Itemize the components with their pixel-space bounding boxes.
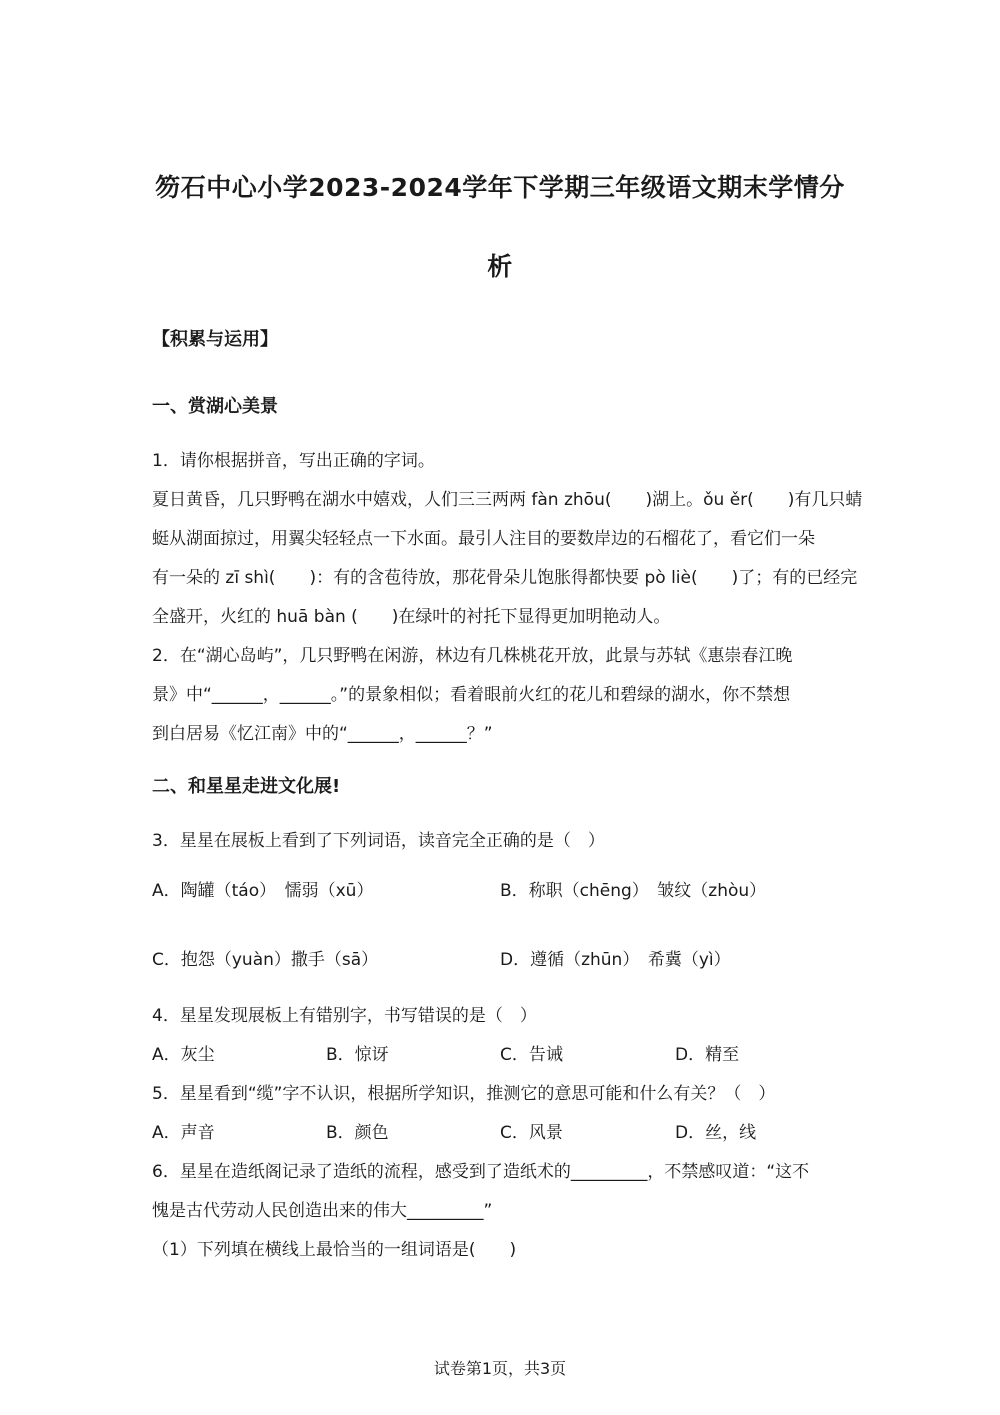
q3-option-c[interactable]: C．抱怨（yuàn）撒手（sā） — [152, 950, 379, 970]
q4-option-b[interactable]: B．惊讶 — [326, 1045, 389, 1065]
q3-option-a[interactable]: A．陶罐（táo） 懦弱（xū） — [152, 881, 374, 901]
q1-text-line: 夏日黄昏，几只野鸭在湖水中嬉戏，人们三三两两 fàn zhōu( )湖上。ǒu ěr( )有几只蜻 — [152, 490, 863, 510]
page-footer: 试卷第1页，共3页 — [433, 1359, 567, 1378]
q5-prompt: 5．星星看到“缆”字不认识，根据所学知识，推测它的意思可能和什么有关？（ ） — [152, 1084, 776, 1104]
section-label: 【积累与运用】 — [152, 329, 278, 350]
q5-option-b[interactable]: B．颜色 — [326, 1123, 389, 1143]
q4-option-d[interactable]: D．精至 — [675, 1045, 740, 1065]
q3-option-b[interactable]: B．称职（chēng） 皱纹（zhòu） — [500, 881, 767, 901]
q5-option-a[interactable]: A．声音 — [152, 1123, 215, 1143]
q4-prompt: 4．星星发现展板上有错别字，书写错误的是（ ） — [152, 1006, 537, 1026]
q4-option-c[interactable]: C．告诫 — [500, 1045, 563, 1065]
q2-text-line: 到白居易《忆江南》中的“______，______？” — [152, 724, 493, 744]
q5-option-d[interactable]: D．丝，线 — [675, 1123, 757, 1143]
q1-prompt: 1．请你根据拼音，写出正确的字词。 — [152, 451, 435, 471]
part1-heading: 一、赏湖心美景 — [152, 396, 278, 417]
page-title-line2: 析 — [487, 252, 513, 281]
part2-heading: 二、和星星走进文化展! — [152, 776, 341, 797]
q1-text-line: 蜓从湖面掠过，用翼尖轻轻点一下水面。最引人注目的要数岸边的石榴花了，看它们一朵 — [152, 529, 815, 549]
page-title-line1: 笏石中心小学2023-2024学年下学期三年级语文期末学情分 — [155, 173, 845, 202]
q3-prompt: 3．星星在展板上看到了下列词语，读音完全正确的是（ ） — [152, 831, 605, 851]
q2-text-line: 景》中“______，______。”的景象相似；看着眼前火红的花儿和碧绿的湖水，你不禁想 — [152, 685, 791, 705]
q4-option-a[interactable]: A．灰尘 — [152, 1045, 215, 1065]
q6-sub1-prompt: （1）下列填在横线上最恰当的一组词语是( ) — [152, 1240, 517, 1260]
q2-text-line: 2．在“湖心岛屿”，几只野鸭在闲游，林边有几株桃花开放，此景与苏轼《惠崇春江晚 — [152, 646, 793, 666]
q6-text-line: 愧是古代劳动人民创造出来的伟大_________” — [152, 1201, 493, 1221]
q1-text-line: 全盛开，火红的 huā bàn ( )在绿叶的衬托下显得更加明艳动人。 — [152, 607, 671, 627]
q1-text-line: 有一朵的 zī shì( )：有的含苞待放，那花骨朵儿饱胀得都快要 pò liè( )了；有的已经完 — [152, 568, 858, 588]
q6-text-line: 6．星星在造纸阁记录了造纸的流程，感受到了造纸术的_________，不禁感叹道：“这不 — [152, 1162, 810, 1182]
q5-option-c[interactable]: C．风景 — [500, 1123, 563, 1143]
q3-option-d[interactable]: D．遵循（zhūn） 希冀（yì） — [500, 950, 731, 970]
